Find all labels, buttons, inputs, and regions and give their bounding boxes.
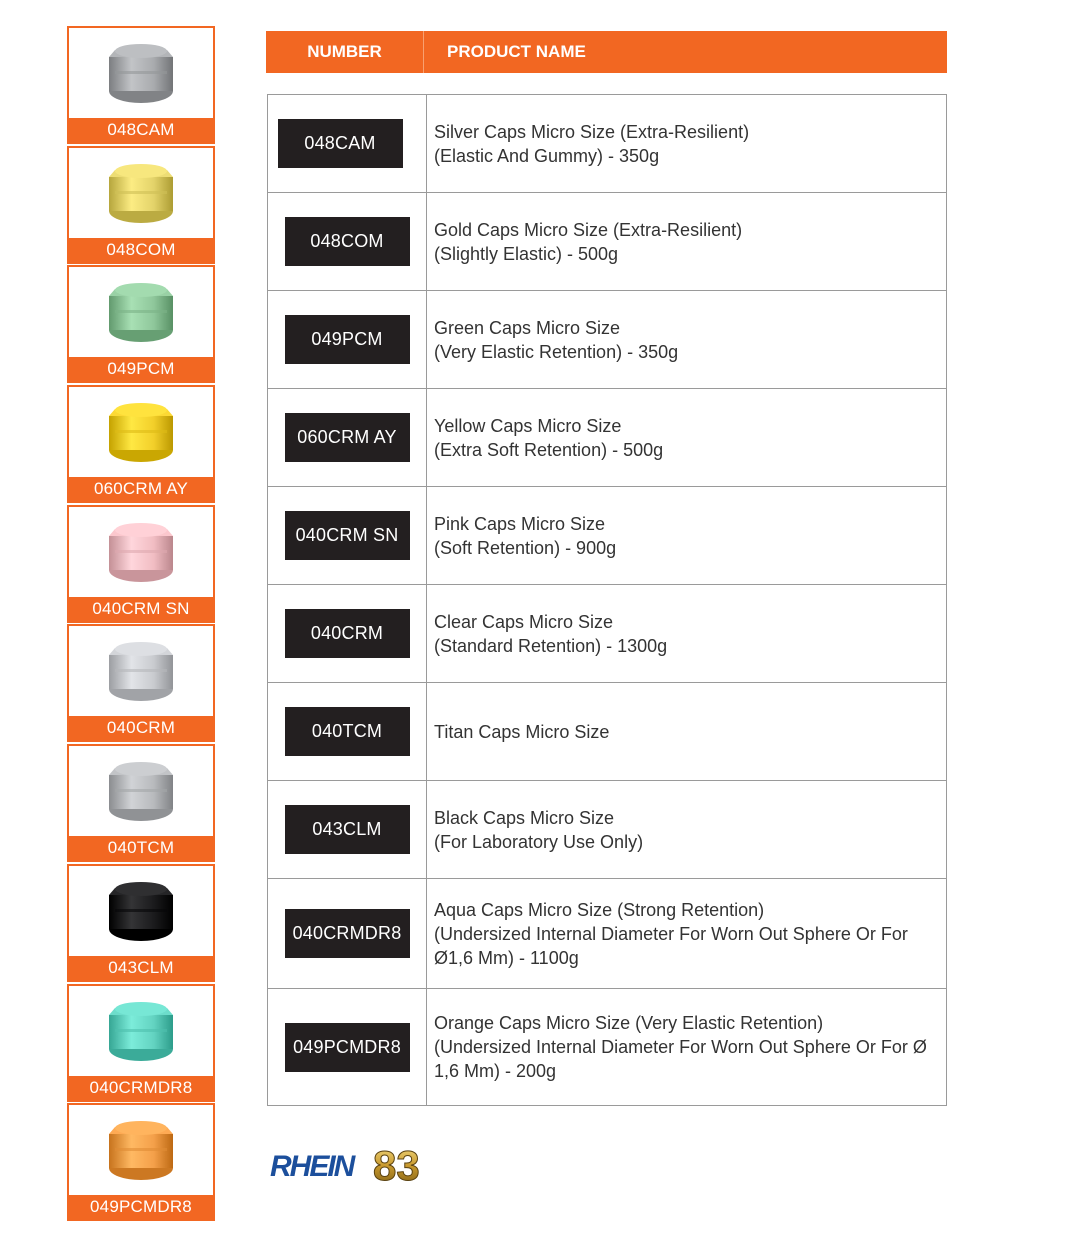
- cap-image: [69, 391, 213, 475]
- product-code: 060CRM AY: [285, 413, 410, 462]
- cap-icon: [105, 879, 177, 945]
- number-cell: [268, 989, 427, 1105]
- product-name-line: Titan Caps Micro Size: [434, 721, 610, 742]
- product-name-line: Pink Caps Micro Size: [434, 513, 606, 534]
- product-code: 048CAM: [278, 119, 403, 168]
- table-row: [268, 585, 946, 683]
- table-header: [266, 31, 947, 73]
- cap-icon: [105, 1118, 177, 1184]
- product-code: 049PCM: [285, 315, 410, 364]
- product-card-code: 040TCM: [69, 836, 213, 860]
- product-name-line: Silver Caps Micro Size (Extra-Resilient): [434, 121, 750, 142]
- product-name-cell: [434, 989, 936, 1105]
- number-cell: [268, 389, 427, 486]
- product-name-line: Clear Caps Micro Size: [434, 611, 614, 632]
- cap-icon: [105, 280, 177, 346]
- product-code: 049PCMDR8: [285, 1023, 410, 1072]
- product-name-line: 1,6 Mm) - 200g: [434, 1061, 557, 1081]
- product-code: 048COM: [285, 217, 410, 266]
- table-row: [268, 95, 946, 193]
- product-card-code: 040CRMDR8: [69, 1076, 213, 1100]
- product-name-line: (Elastic And Gummy) - 350g: [434, 145, 660, 166]
- product-card-code: 060CRM AY: [69, 477, 213, 501]
- product-card: [67, 505, 215, 623]
- cap-image: [69, 1109, 213, 1193]
- cap-icon: [105, 161, 177, 227]
- cap-icon: [105, 400, 177, 466]
- product-name-line: (Undersized Internal Diameter For Worn Out Sphere Or For: [434, 923, 908, 944]
- cap-image: [69, 32, 213, 116]
- svg-text:83: 83: [373, 1142, 420, 1189]
- cap-icon: [105, 759, 177, 825]
- product-name-line: Yellow Caps Micro Size: [434, 415, 622, 436]
- product-card: [67, 744, 215, 862]
- column-header-number: NUMBER: [266, 31, 424, 73]
- product-name-line: Ø1,6 Mm) - 1100g: [434, 947, 579, 968]
- product-name-cell: [434, 487, 936, 584]
- product-code: 040CRM: [285, 609, 410, 658]
- number-cell: [268, 487, 427, 584]
- product-name-line: Aqua Caps Micro Size (Strong Retention): [434, 899, 765, 920]
- product-name-line: (Soft Retention) - 900g: [434, 537, 617, 558]
- product-code: 040TCM: [285, 707, 410, 756]
- table-row: [268, 389, 946, 487]
- product-name-cell: [434, 193, 936, 290]
- product-name-line: Gold Caps Micro Size (Extra-Resilient): [434, 219, 743, 240]
- product-name-line: Orange Caps Micro Size (Very Elastic Retention): [434, 1013, 824, 1033]
- product-name-line: (Undersized Internal Diameter For Worn Out Sphere Or For Ø: [434, 1037, 927, 1057]
- product-card: [67, 1103, 215, 1221]
- rhein83-logo: [268, 1140, 458, 1190]
- product-card-code: 043CLM: [69, 956, 213, 980]
- product-code: 043CLM: [285, 805, 410, 854]
- product-card-code: 040CRM SN: [69, 597, 213, 621]
- product-card: [67, 864, 215, 982]
- product-name-line: (For Laboratory Use Only): [434, 831, 644, 852]
- product-card-code: 049PCMDR8: [69, 1195, 213, 1219]
- product-name-line: (Extra Soft Retention) - 500g: [434, 439, 664, 460]
- table-row: [268, 879, 946, 989]
- cap-icon: [105, 999, 177, 1065]
- svg-text:RHEIN: RHEIN: [270, 1150, 354, 1183]
- product-name-cell: [434, 781, 936, 878]
- cap-image: [69, 511, 213, 595]
- product-card: [67, 146, 215, 264]
- number-cell: [268, 879, 427, 988]
- product-name-line: (Standard Retention) - 1300g: [434, 635, 668, 656]
- product-card-code: 048COM: [69, 238, 213, 262]
- product-card: [67, 624, 215, 742]
- product-card: [67, 26, 215, 144]
- product-card: [67, 984, 215, 1102]
- product-card-code: 040CRM: [69, 716, 213, 740]
- product-card-code: 049PCM: [69, 357, 213, 381]
- product-card-list: [67, 26, 215, 1223]
- number-cell: [268, 95, 427, 192]
- product-card-code: 048CAM: [69, 118, 213, 142]
- column-header-product-name: PRODUCT NAME: [447, 42, 586, 61]
- product-card: [67, 385, 215, 503]
- cap-icon: [105, 41, 177, 107]
- table-row: [268, 193, 946, 291]
- table-row: [268, 989, 946, 1105]
- product-name-cell: [434, 683, 936, 780]
- cap-image: [69, 271, 213, 355]
- product-name-cell: [434, 95, 936, 192]
- cap-image: [69, 750, 213, 834]
- product-name-line: Green Caps Micro Size: [434, 317, 621, 338]
- number-cell: [268, 585, 427, 682]
- product-name-cell: [434, 585, 936, 682]
- cap-image: [69, 152, 213, 236]
- product-name-cell: [434, 291, 936, 388]
- number-cell: [268, 683, 427, 780]
- product-code: 040CRM SN: [285, 511, 410, 560]
- number-cell: [268, 291, 427, 388]
- product-code: 040CRMDR8: [285, 909, 410, 958]
- cap-image: [69, 870, 213, 954]
- product-card: [67, 265, 215, 383]
- number-cell: [268, 781, 427, 878]
- cap-image: [69, 990, 213, 1074]
- cap-icon: [105, 639, 177, 705]
- product-name-line: (Very Elastic Retention) - 350g: [434, 341, 679, 362]
- cap-image: [69, 630, 213, 714]
- number-cell: [268, 193, 427, 290]
- product-name-line: Black Caps Micro Size: [434, 807, 615, 828]
- product-name-cell: [434, 879, 936, 988]
- product-table: [267, 94, 947, 1106]
- table-row: [268, 781, 946, 879]
- product-name-cell: [434, 389, 936, 486]
- table-row: [268, 487, 946, 585]
- product-name-line: (Slightly Elastic) - 500g: [434, 243, 619, 264]
- table-row: [268, 291, 946, 389]
- cap-icon: [105, 520, 177, 586]
- table-row: [268, 683, 946, 781]
